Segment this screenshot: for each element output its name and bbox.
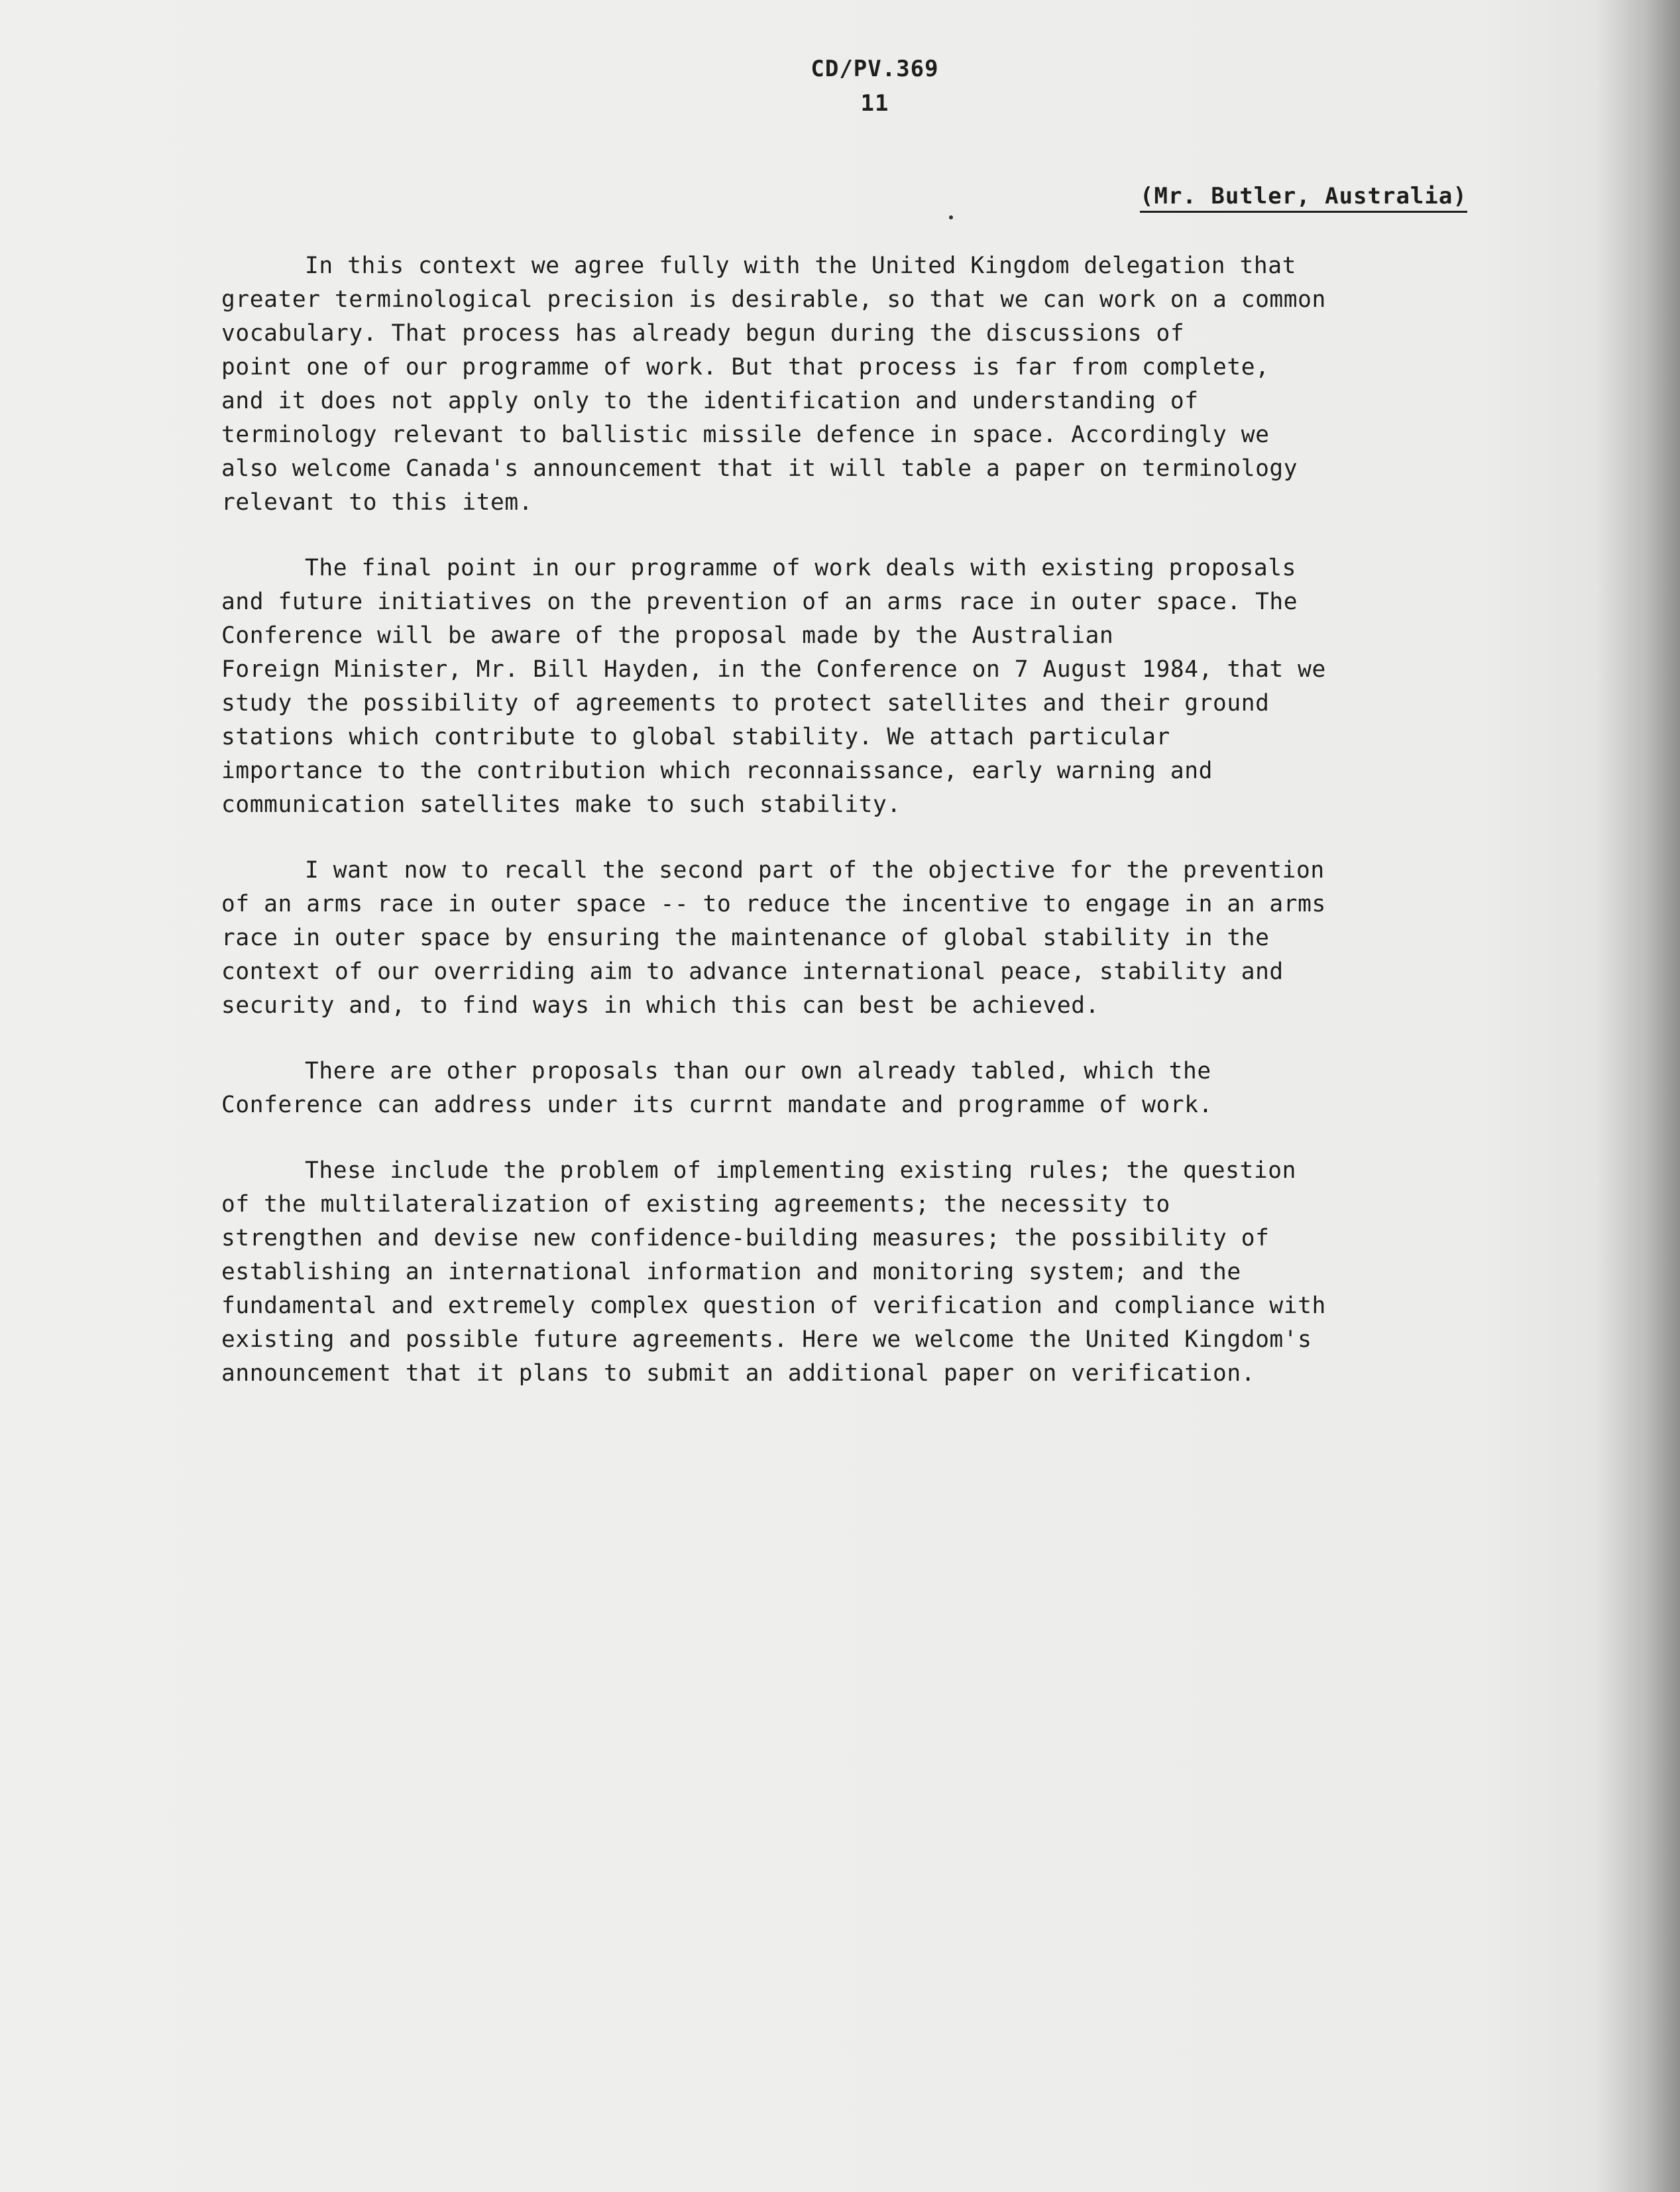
ink-speck bbox=[949, 215, 953, 219]
paragraph-verification: These include the problem of implementing existing rules; the question of the multilateralization of existing agreements; the necessity to strengthen and devise new confidence-building measures; the possibility of establishing an international information and monitoring system; and the fundamental and extremely complex question of verification and compliance with existing and possible future agreements. Here we welcome the United Kingdom's announcement that it plans to submit an additional paper on verification. bbox=[221, 1157, 1326, 1387]
paragraph-objective: I want now to recall the second part of the objective for the prevention of an arms race in outer space -- to reduce the incentive to engage in an arms race in outer space by ensuring the maintenance of global stability in the context of our overriding aim to advance international peace, stability and security and, to find ways in which this can best be achieved. bbox=[221, 857, 1326, 1019]
document-symbol: CD/PV.369 bbox=[811, 56, 939, 82]
paragraph-existing-proposals: The final point in our programme of work deals with existing proposals and future initiatives on the prevention of an arms race in outer space. The Conference will be aware of the proposal made by the Australian Foreign Minister, Mr. Bill Hayden, in the Conference on 7 August 1984, that we study the possibility of agreements to protect satellites and their ground stations which contribute to global stability. We attach particular importance to the contribution which reconnaissance, early warning and communication satellites make to such stability. bbox=[221, 555, 1326, 818]
speaker-attribution: (Mr. Butler, Australia) bbox=[1140, 183, 1467, 213]
show-through-text bbox=[239, 136, 252, 162]
document-body bbox=[221, 249, 1567, 1422]
page-number: 11 bbox=[860, 90, 889, 117]
paragraph-terminology: In this context we agree fully with the United Kingdom delegation that greater terminological precision is desirable, so that we can work on a common vocabulary. That process has already begun during the discussions of point one of our programme of work. But that process is far from complete, and it does not apply only to the identification and understanding of terminology relevant to ballistic missile defence in space. Accordingly we also welcome Canada's announcement that it will table a paper on terminology relevant to this item. bbox=[221, 253, 1326, 516]
paragraph-other-proposals: There are other proposals than our own already tabled, which the Conference can address under its currnt mandate and programme of work. bbox=[221, 1058, 1213, 1118]
page-header bbox=[729, 52, 1021, 121]
